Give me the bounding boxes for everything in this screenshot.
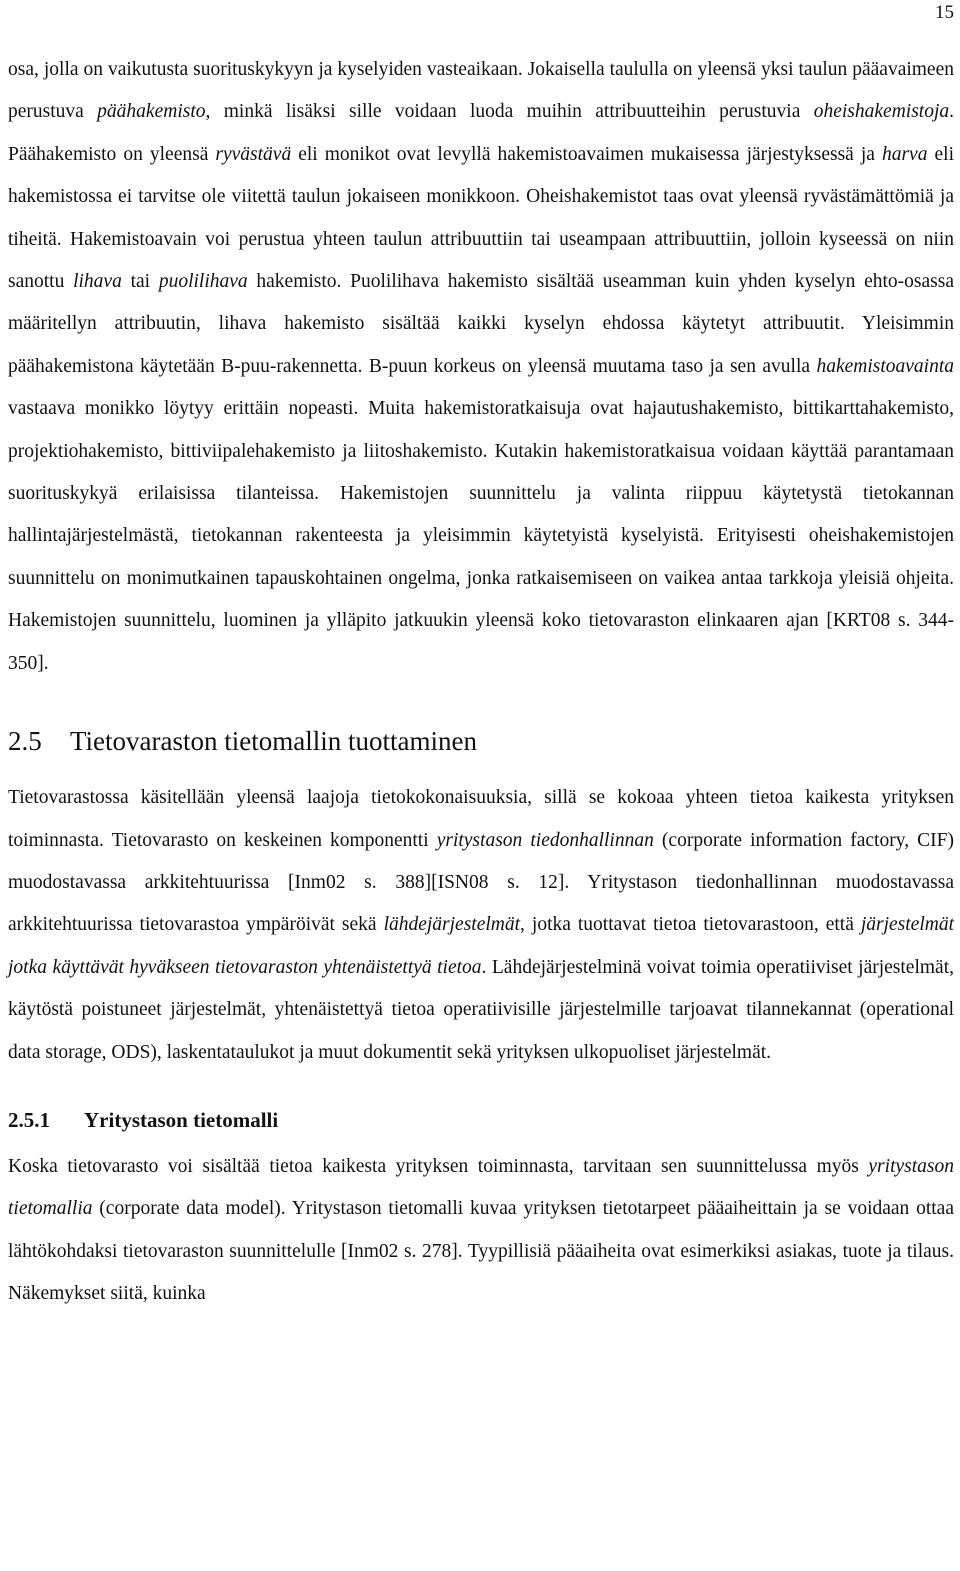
page-number: 15 <box>935 2 954 23</box>
paragraph-indexes: osa, jolla on vaikutusta suorituskykyyn ja kyselyiden vasteaikaan. Jokaisella taululla on yleensä yksi taulun pääavaimeen perustuva päähakemisto, minkä lisäksi sille voidaan luoda muihin attribuutteihin perustuvia oheishakemistoja. Päähakemisto on yleensä ryvästävä eli monikot ovat levyllä hakemistoavaimen mukaisessa järjestyksessä ja harva eli hakemistossa ei tarvitse ole viitettä taulun jokaiseen monikkoon. Oheishakemistot taas ovat yleensä ryvästämättömiä ja tiheitä. Hakemistoavain voi perustua yhteen taulun attribuuttiin tai useampaan attribuuttiin, jolloin kyseessä on niin sanottu lihava tai puolilihava hakemisto. Puolilihava hakemisto sisältää useamman kuin yhden kyselyn ehto-osassa määritellyn attribuutin, lihava hakemisto sisältää kaikki kyselyn ehdossa käytetyt attribuutit. Yleisimmin päähakemistona käytetään B-puu-rakennetta. B-puun korkeus on yleensä muutama taso ja sen avulla hakemistoavainta vastaava monikko löytyy erittäin nopeasti. Muita hakemistoratkaisuja ovat hajautushakemisto, bittikarttahakemisto, projektiohakemisto, bittiviipalehakemisto ja liitoshakemisto. Kutakin hakemistoratkaisua voidaan käyttää parantamaan suorituskykyä erilaisissa tilanteissa. Hakemistojen suunnittelu ja valinta riippuu käytetystä tietokannan hallintajärjestelmästä, tietokannan rakenteesta ja yleisimmin käytetyistä kyselyistä. Erityisesti oheishakemistojen suunnittelu on monimutkainen tapauskohtainen ongelma, jonka ratkaisemiseen on vaikea antaa tarkkoja yleisiä ohjeita. Hakemistojen suunnittelu, luominen ja ylläpito jatkuukin yleensä koko tietovaraston elinkaaren ajan [KRT08 s. 344-350]. <box>8 59 954 674</box>
section-number: 2.5 <box>8 726 42 757</box>
paragraph-corporate-data-model: Koska tietovarasto voi sisältää tietoa kaikesta yrityksen toiminnasta, tarvitaan sen suunnittelussa myös yritystason tietomallia (corporate data model). Yritystason tietomalli kuvaa yrityksen tietotarpeet pääaiheittain ja se voidaan ottaa lähtökohdaksi tietovaraston suunnittelulle [Inm02 s. 278]. Tyypillisiä pääaiheita ovat esimerkiksi asiakas, tuote ja tilaus. Näkemykset siitä, kuinka <box>8 1155 954 1305</box>
section-heading <box>8 715 954 767</box>
subsection-number: 2.5.1 <box>8 1107 50 1132</box>
section-title: Tietovaraston tietomallin tuottaminen <box>70 726 477 757</box>
paragraph-cif: Tietovarastossa käsitellään yleensä laajoja tietokokonaisuuksia, sillä se kokoaa yhteen tietoa kaikesta yrityksen toiminnasta. Tietovarasto on keskeinen komponentti yritystason tiedonhallinnan (corporate information factory, CIF) muodostavassa arkkitehtuurissa [Inm02 s. 388][ISN08 s. 12]. Yritystason tiedonhallinnan muodostavassa arkkitehtuurissa tietovarastoa ympäröivät sekä lähdejärjestelmät, jotka tuottavat tietoa tietovarastoon, että järjestelmät jotka käyttävät hyväkseen tietovaraston yhtenäistettyä tietoa. Lähdejärjestelminä voivat toimia operatiiviset järjestelmät, käytöstä poistuneet järjestelmät, yhtenäistettyä tietoa operatiivisille järjestelmille tarjoavat tilannekannat (operational data storage, ODS), laskentataulukot ja muut dokumentit sekä yrityksen ulkopuoliset järjestelmät. <box>8 787 954 1063</box>
subsection-title: Yritystason tietomalli <box>84 1107 279 1132</box>
subsection-heading <box>8 1102 954 1138</box>
document-body <box>8 49 954 1316</box>
